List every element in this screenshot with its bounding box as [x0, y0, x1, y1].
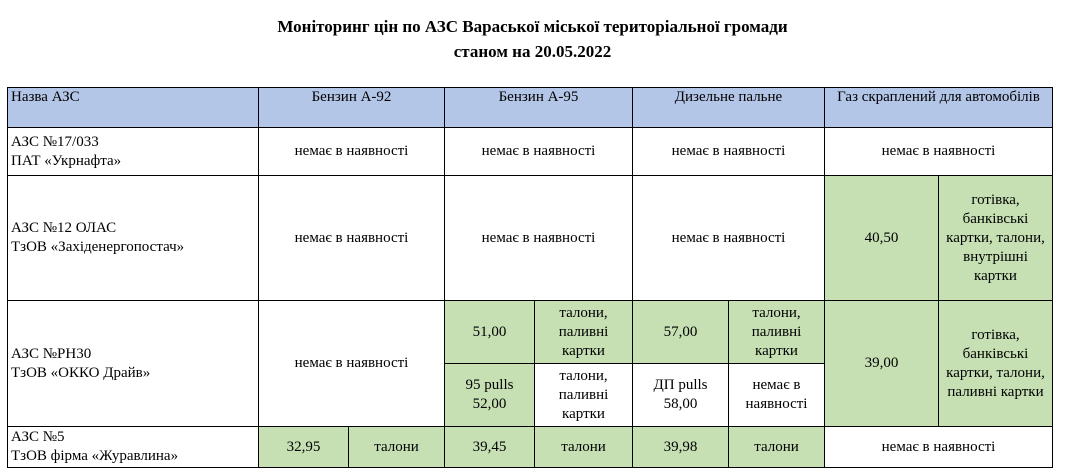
header-lpg: Газ скраплений для автомобілів [825, 88, 1053, 128]
header-station-name: Назва АЗС [8, 88, 259, 128]
a95-pulls-payment-cell: талони, паливні картки [535, 364, 633, 427]
station-name-cell [8, 128, 259, 176]
a92-price-cell: 32,95 [259, 427, 349, 468]
a92-payment-cell: талони [349, 427, 445, 468]
lpg-payment-cell: готівка, банківські картки, талони, паливні картки [939, 301, 1053, 427]
table-row [8, 176, 1053, 301]
lpg-cell: немає в наявності [825, 128, 1053, 176]
a95-cell: немає в наявності [445, 128, 633, 176]
header-row [8, 88, 1053, 128]
station-company: ТзОВ «ОККО Драйв» [11, 364, 151, 381]
a95-price-cell: 39,45 [445, 427, 535, 468]
page-subtitle-date: станом на 20.05.2022 [453, 42, 612, 61]
header-diesel: Дизельне пальне [633, 88, 825, 128]
diesel-cell: немає в наявності [633, 128, 825, 176]
a92-cell: немає в наявності [259, 301, 445, 427]
a95-pulls-price-cell: 95 pulls 52,00 [445, 364, 535, 427]
station-number: АЗС №РН30 [11, 345, 92, 362]
diesel-price-cell: 57,00 [633, 301, 729, 364]
station-company: ПАТ «Укрнафта» [11, 152, 122, 169]
page-title: Моніторинг цін по АЗС Вараської міської територіальної громади [277, 17, 788, 36]
station-name-cell [8, 176, 259, 301]
lpg-payment-cell: готівка, банківські картки, талони, внутрішні картки [939, 176, 1053, 301]
table-row [8, 301, 1053, 364]
header-a92: Бензин А-92 [259, 88, 445, 128]
diesel-payment-cell: талони [729, 427, 825, 468]
station-number: АЗС №5 [11, 429, 65, 445]
station-company: ТзОВ фірма «Журавлина» [11, 448, 179, 464]
a95-payment-cell: талони, паливні картки [535, 301, 633, 364]
diesel-pulls-payment-cell: немає в наявності [729, 364, 825, 427]
station-company: ТзОВ «Західенергопостач» [11, 239, 185, 255]
a95-payment-cell: талони [535, 427, 633, 468]
fuel-price-table [7, 87, 1053, 468]
lpg-cell: немає в наявності [825, 427, 1053, 468]
station-name-cell [8, 301, 259, 427]
a92-cell: немає в наявності [259, 128, 445, 176]
station-number: АЗС №17/033 [11, 133, 99, 150]
diesel-payment-cell: талони, паливні картки [729, 301, 825, 364]
a95-price-cell: 51,00 [445, 301, 535, 364]
diesel-cell: немає в наявності [633, 176, 825, 301]
header-a95: Бензин А-95 [445, 88, 633, 128]
table-row [8, 427, 1053, 468]
diesel-pulls-price-cell: ДП pulls 58,00 [633, 364, 729, 427]
diesel-price-cell: 39,98 [633, 427, 729, 468]
lpg-price-cell: 39,00 [825, 301, 939, 427]
station-number: АЗС №12 ОЛАС [11, 220, 117, 236]
lpg-price-cell: 40,50 [825, 176, 939, 301]
station-name-cell [8, 427, 259, 468]
a92-cell: немає в наявності [259, 176, 445, 301]
a95-cell: немає в наявності [445, 176, 633, 301]
table-row [8, 128, 1053, 176]
